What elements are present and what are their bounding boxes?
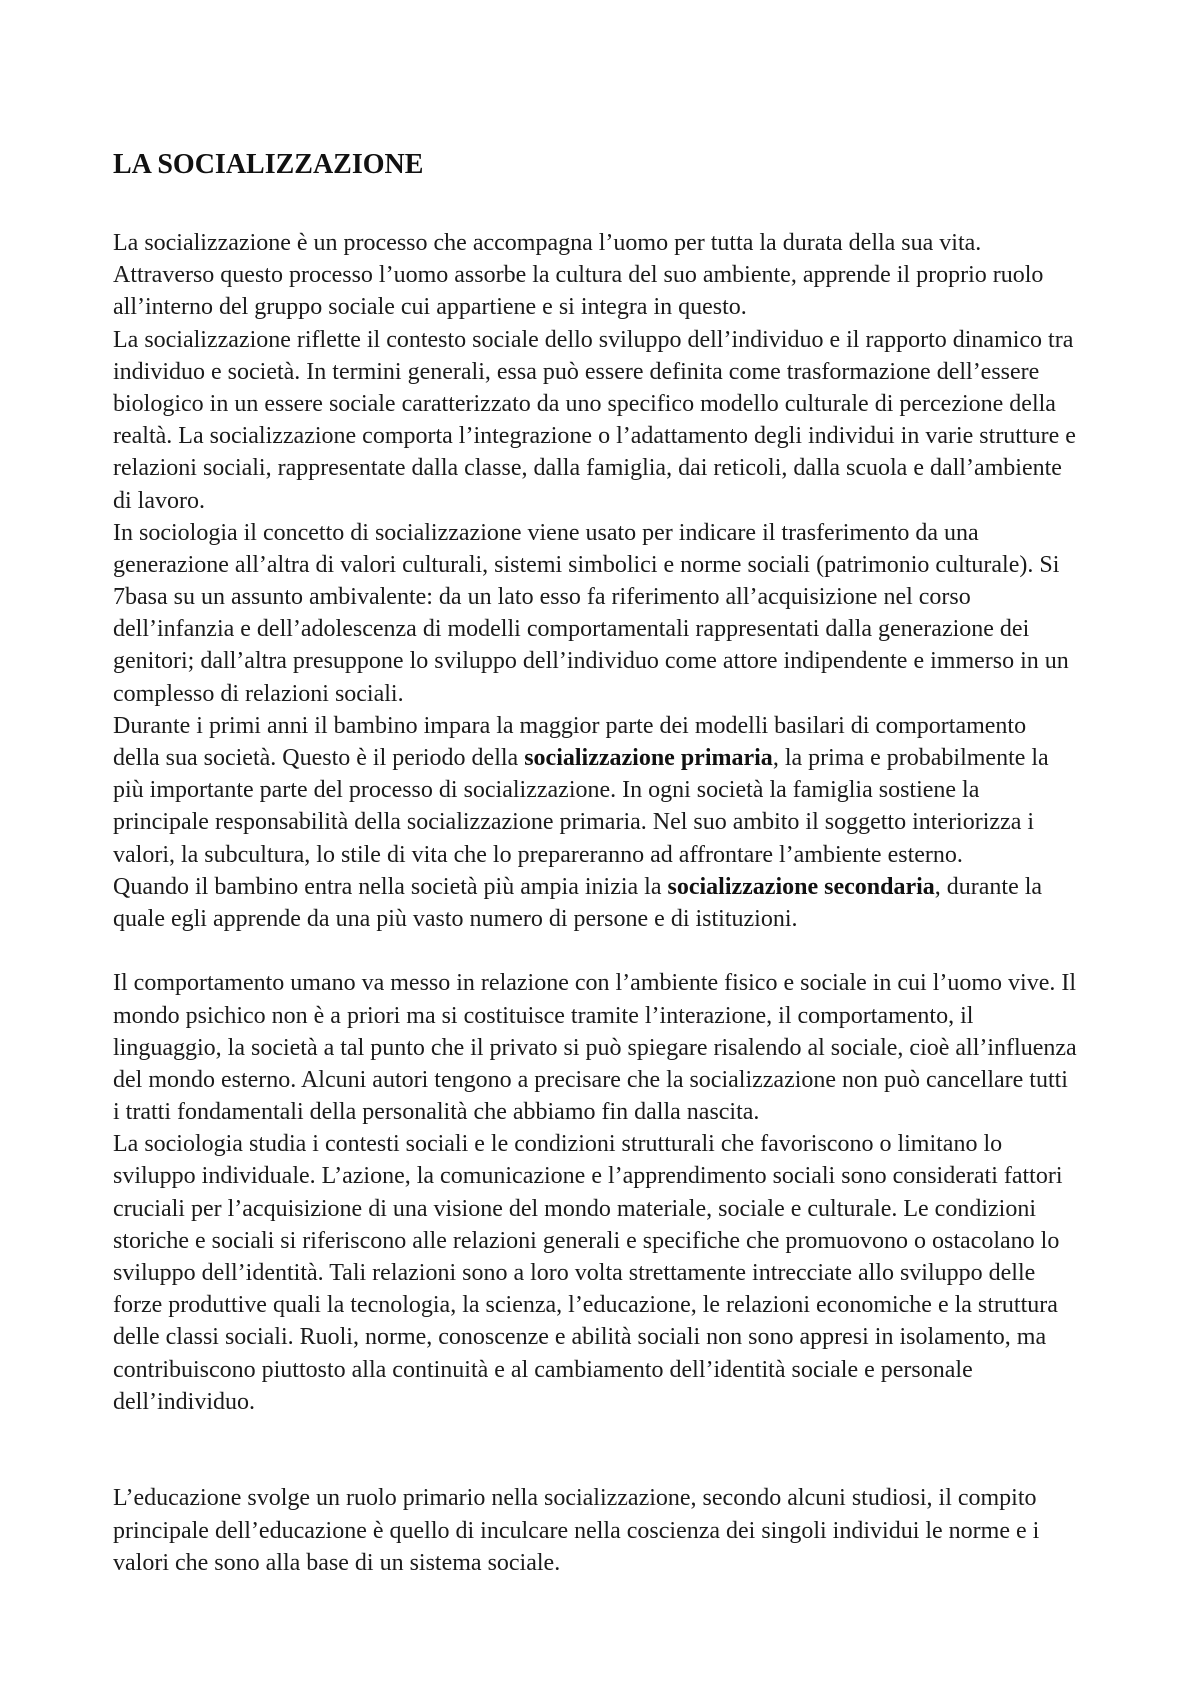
text-line: La sociologia studia i contesti sociali e le condizioni strutturali che favoriscono o limitano lo (113, 1131, 1003, 1158)
text-line: La socializzazione è un processo che accompagna l’uomo per tutta la durata della sua vita. (113, 230, 982, 256)
text-line: dell’infanzia e dell’adolescenza di modelli comportamentali rappresentati dalla generazione dei (113, 616, 1030, 643)
text-line: delle classi sociali. Ruoli, norme, conoscenze e abilità sociali non sono appresi in isolamento, ma (113, 1324, 1047, 1351)
text-block (113, 227, 1183, 935)
paragraph (113, 1128, 1183, 1418)
paragraph (113, 227, 1183, 324)
text-line: biologico in un essere sociale caratterizzato da uno specifico modello culturale di percezione della (113, 390, 1056, 417)
bold-term: socializzazione primaria (524, 745, 773, 771)
paragraph (113, 967, 1183, 1128)
text-line: storiche e sociali si riferiscono alle relazioni generali e specifiche che promuovono o ostacolano lo (113, 1227, 1060, 1254)
text-line: quale egli apprende da una più vasto numero di persone e di istituzioni. (113, 905, 798, 932)
text-line: all’interno del gruppo sociale cui appartiene e si integra in questo. (113, 294, 747, 321)
paragraph (113, 517, 1183, 710)
text-line: In sociologia il concetto di socializzazione viene usato per indicare il trasferimento da una (113, 519, 979, 546)
page-title: LA SOCIALIZZAZIONE (113, 149, 424, 180)
paragraph (113, 1482, 1183, 1579)
text-line: del mondo esterno. Alcuni autori tengono a precisare che la socializzazione non può cancellare tutti (113, 1066, 1068, 1093)
text-line: valori che sono alla base di un sistema sociale. (113, 1549, 561, 1576)
text-line: forze produttive quali la tecnologia, la scienza, l’educazione, le relazioni economiche e la struttura (113, 1292, 1058, 1319)
text-line: Durante i primi anni il bambino impara la maggior parte dei modelli basilari di comportamento (113, 712, 1027, 739)
text-line (113, 742, 1183, 774)
text-line: principale responsabilità della socializzazione primaria. Nel suo ambito il soggetto interiorizza i (113, 809, 1035, 836)
text-line: realtà. La socializzazione comporta l’integrazione o l’adattamento degli individui in varie strutture e (113, 423, 1076, 450)
text-line: contribuiscono piuttosto alla continuità e al cambiamento dell’identità sociale e personale (113, 1356, 973, 1383)
text-segment: Quando il bambino entra nella società più ampia inizia la (113, 873, 668, 900)
text-line: cruciali per l’acquisizione di una visione del mondo materiale, sociale e culturale. Le condizioni (113, 1195, 1036, 1222)
text-line: L’educazione svolge un ruolo primario nella socializzazione, secondo alcuni studiosi, il compito (113, 1485, 1037, 1512)
text-line: i tratti fondamentali della personalità che abbiamo fin dalla nascita. (113, 1099, 760, 1126)
text-line: sviluppo individuale. L’azione, la comunicazione e l’apprendimento sociali sono considerati fattori (113, 1163, 1063, 1190)
text-line: mondo psichico non è a priori ma si costituisce tramite l’interazione, il comportamento, il (113, 1002, 974, 1029)
text-line: di lavoro. (113, 487, 205, 514)
text-line: dell’individuo. (113, 1388, 255, 1415)
text-line: Il comportamento umano va messo in relazione con l’ambiente fisico e sociale in cui l’uomo vive. Il (113, 970, 1077, 997)
text-line: più importante parte del processo di socializzazione. In ogni società la famiglia sostiene la (113, 777, 980, 804)
text-line: Attraverso questo processo l’uomo assorbe la cultura del suo ambiente, apprende il proprio ruolo (113, 262, 1044, 289)
text-segment: della sua società. Questo è il periodo della (113, 745, 525, 771)
text-block (113, 1482, 1183, 1579)
text-line: individuo e società. In termini generali, essa può essere definita come trasformazione dell’essere (113, 358, 1040, 385)
text-line: linguaggio, la società a tal punto che il privato si può spiegare risalendo al sociale, cioè all’influenza (113, 1034, 1077, 1061)
text-line: sviluppo dell’identità. Tali relazioni sono a loro volta strettamente intrecciate allo sviluppo delle (113, 1260, 1036, 1286)
text-line: valori, la subcultura, lo stile di vita che lo prepareranno ad affrontare l’ambiente esterno. (113, 841, 963, 868)
text-line: complesso di relazioni sociali. (113, 680, 404, 707)
bold-term: socializzazione secondaria (667, 873, 935, 900)
paragraph (113, 324, 1183, 517)
text-line: principale dell’educazione è quello di inculcare nella coscienza dei singoli individui le norme e i (113, 1517, 1040, 1544)
text-line (113, 871, 1183, 903)
text-line: relazioni sociali, rappresentate dalla classe, dalla famiglia, dai reticoli, dalla scuola e dall’ambiente (113, 455, 1062, 482)
text-segment: , durante la (934, 873, 1043, 900)
text-line: 7basa su un assunto ambivalente: da un lato esso fa riferimento all’acquisizione nel corso (113, 584, 971, 611)
paragraph (113, 871, 1183, 935)
text-block (113, 967, 1183, 1418)
document-body (113, 227, 1183, 1579)
paragraph (113, 710, 1183, 871)
text-line: genitori; dall’altra presuppone lo sviluppo dell’individuo come attore indipendente e immerso in un (113, 648, 1069, 675)
text-segment: , la prima e probabilmente la (772, 745, 1049, 771)
text-line: La socializzazione riflette il contesto sociale dello sviluppo dell’individuo e il rapporto dinamico tra (113, 326, 1074, 353)
text-line: generazione all’altra di valori culturali, sistemi simbolici e norme sociali (patrimonio culturale). Si (113, 551, 1060, 578)
